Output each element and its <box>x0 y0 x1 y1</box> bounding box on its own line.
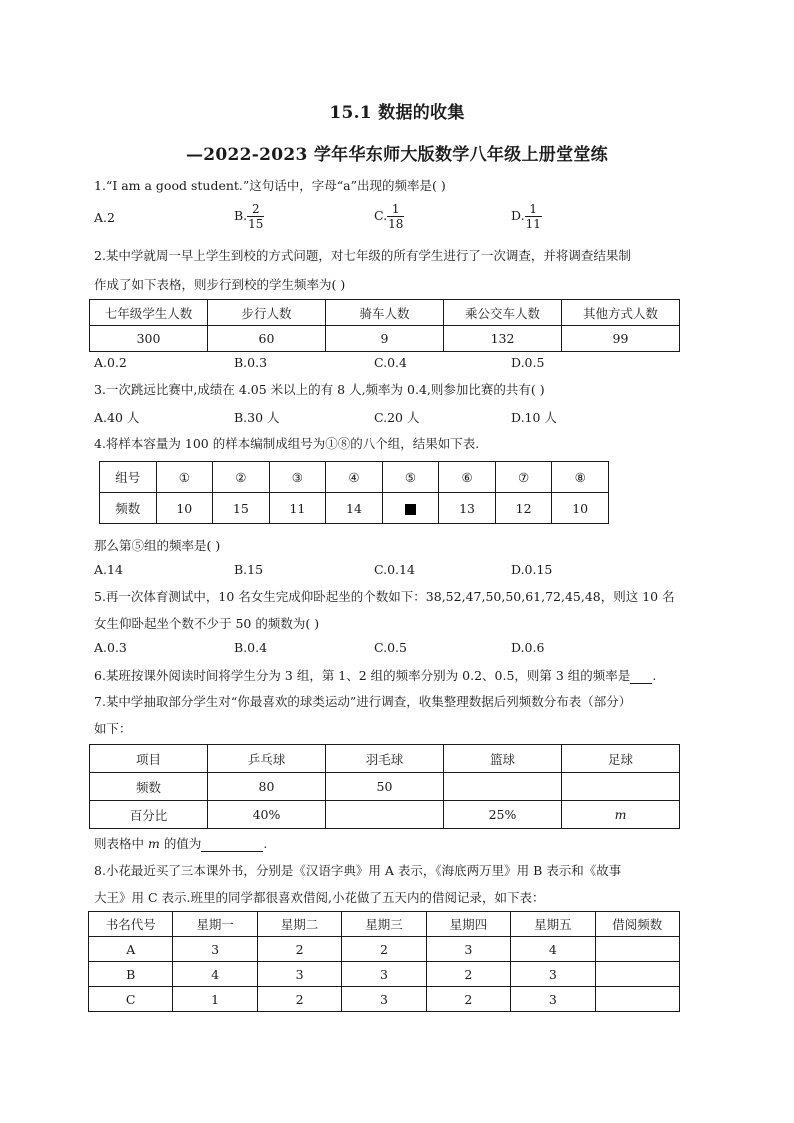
q2-header-cell: 步行人数 <box>208 300 326 326</box>
q2-value-cell: 132 <box>444 326 562 352</box>
q1-d-fraction: $\frac{1}{11}$ <box>525 202 541 231</box>
q8-cell: 3 <box>511 962 595 987</box>
q8-cell: 3 <box>426 937 510 962</box>
q4-text: 4.将样本容量为 100 的样本编制成组号为①⑧的八个组，结果如下表. <box>94 436 480 451</box>
q7-text-line-2: 如下： <box>94 721 132 736</box>
q8-cell: C <box>89 987 173 1012</box>
q8-cell: B <box>89 962 173 987</box>
q5-text-line-1: 5.再一次体育测试中，10 名女生完成仰卧起坐的个数如下：38,52,47,50,50,61,72,45,48，则这 10 名 <box>94 589 675 604</box>
q8-cell: 2 <box>426 962 510 987</box>
q8-table <box>88 911 680 1012</box>
q8-cell: 3 <box>257 962 341 987</box>
q8-cell: A <box>89 937 173 962</box>
q4-count-row <box>100 493 609 524</box>
q8-header-cell: 书名代号 <box>89 912 173 937</box>
q2-header-cell: 七年级学生人数 <box>90 300 208 326</box>
q8-cell: 1 <box>173 987 257 1012</box>
q6-text: 6.某班按课外阅读时间将学生分为 3 组，第 1、2 组的频率分别为 0.2、0.5，则第 3 组的频率是 . <box>94 668 657 683</box>
q2-text-line-1: 2.某中学就周一早上学生到校的方式问题，对七年级的所有学生进行了一次调查，并将调查结果制 <box>94 248 631 263</box>
q4-count-cell: 10 <box>156 493 213 524</box>
q2-header-cell: 骑车人数 <box>326 300 444 326</box>
q7-header-cell: 足球 <box>562 745 680 773</box>
q7-header-cell: 项目 <box>90 745 208 773</box>
q4-followup: 那么第⑤组的频率是( ) <box>94 538 221 553</box>
q8-text-line-2: 大王》用 C 表示.班里的同学都很喜欢借阅,小花做了五天内的借阅记录，如下表： <box>94 890 545 905</box>
q8-cell: 3 <box>511 987 595 1012</box>
q5-option-b: B.0.4 <box>234 640 268 655</box>
q4-count-cell: 12 <box>495 493 552 524</box>
q4-count-cell: 10 <box>552 493 609 524</box>
q7-cell: 50 <box>326 773 444 801</box>
q8-row-b <box>89 962 680 987</box>
q1-option-c: C. $\frac{1}{18}$ <box>374 202 404 231</box>
q8-cell: 3 <box>342 987 426 1012</box>
q7-frequency-row <box>90 773 680 801</box>
q7-cell: 频数 <box>90 773 208 801</box>
q7-cell <box>562 773 680 801</box>
q2-value-row <box>90 326 680 352</box>
q4-count-cell-hidden <box>382 493 439 524</box>
q4-group-cell: ① <box>156 462 213 493</box>
q3-option-c: C.20 人 <box>374 410 420 425</box>
q5-text-line-2: 女生仰卧起坐个数不少于 50 的频数为( ) <box>94 616 320 631</box>
q8-cell <box>595 962 679 987</box>
q7-cell: 80 <box>208 773 326 801</box>
q7-table <box>89 744 680 829</box>
q1-option-a: A.2 <box>94 210 115 225</box>
q7-cell: 25% <box>444 801 562 829</box>
q4-row-label: 组号 <box>100 462 157 493</box>
q8-cell: 3 <box>173 937 257 962</box>
q2-value-cell: 60 <box>208 326 326 352</box>
title-line-2: —2022-2023 学年华东师大版数学八年级上册堂堂练 <box>185 145 608 165</box>
q2-header-cell: 乘公交车人数 <box>444 300 562 326</box>
q8-header-cell: 借阅频数 <box>595 912 679 937</box>
q4-group-cell: ⑥ <box>439 462 496 493</box>
q4-row-label: 频数 <box>100 493 157 524</box>
q4-option-d: D.0.15 <box>511 562 553 577</box>
q8-cell: 2 <box>342 937 426 962</box>
q8-header-cell: 星期一 <box>173 912 257 937</box>
q3-option-a: A.40 人 <box>94 410 140 425</box>
q5-option-d: D.0.6 <box>511 640 545 655</box>
q7-header-cell: 乒乓球 <box>208 745 326 773</box>
q8-cell: 2 <box>257 937 341 962</box>
q8-cell: 4 <box>173 962 257 987</box>
q4-count-cell: 14 <box>326 493 383 524</box>
title-line-1: 15.1 数据的收集 <box>329 103 465 123</box>
q4-group-cell: ④ <box>326 462 383 493</box>
q8-cell: 2 <box>257 987 341 1012</box>
q8-header-cell: 星期四 <box>426 912 510 937</box>
q3-text: 3.一次跳远比赛中,成绩在 4.05 米以上的有 8 人,频率为 0.4,则参加比赛的共有( ) <box>94 382 545 397</box>
q8-cell: 3 <box>342 962 426 987</box>
q4-count-cell: 15 <box>213 493 270 524</box>
q2-header-cell: 其他方式人数 <box>562 300 680 326</box>
q8-text-line-1: 8.小花最近买了三本课外书，分别是《汉语字典》用 A 表示，《海底两万里》用 B 表示和《故事 <box>94 863 622 878</box>
q7-header-cell: 篮球 <box>444 745 562 773</box>
q7-answer-blank[interactable] <box>201 851 263 852</box>
q7-header-row <box>90 745 680 773</box>
q8-row-c <box>89 987 680 1012</box>
q8-row-a <box>89 937 680 962</box>
q8-cell: 2 <box>426 987 510 1012</box>
q8-cell: 4 <box>511 937 595 962</box>
q2-text-line-2: 作成了如下表格，则步行到校的学生频率为( ) <box>94 277 346 292</box>
q7-cell: 40% <box>208 801 326 829</box>
q2-option-a: A.0.2 <box>94 355 127 370</box>
q3-option-d: D.10 人 <box>511 410 557 425</box>
q1-b-fraction: $\frac{2}{15}$ <box>248 202 264 231</box>
q5-option-a: A.0.3 <box>94 640 127 655</box>
q4-option-c: C.0.14 <box>374 562 415 577</box>
q2-option-c: C.0.4 <box>374 355 407 370</box>
q1-c-fraction: $\frac{1}{18}$ <box>388 202 404 231</box>
q7-percent-row <box>90 801 680 829</box>
q8-cell <box>595 987 679 1012</box>
q6-answer-blank[interactable] <box>630 683 652 684</box>
q4-group-row <box>100 462 609 493</box>
q1-option-b: B. $\frac{2}{15}$ <box>234 202 264 231</box>
q4-count-cell: 13 <box>439 493 496 524</box>
q4-group-cell: ⑦ <box>495 462 552 493</box>
q5-option-c: C.0.5 <box>374 640 407 655</box>
q7-cell <box>326 801 444 829</box>
q4-group-cell: ② <box>213 462 270 493</box>
q4-count-cell: 11 <box>269 493 326 524</box>
q2-option-d: D.0.5 <box>511 355 545 370</box>
q7-header-cell: 羽毛球 <box>326 745 444 773</box>
q4-group-cell: ⑧ <box>552 462 609 493</box>
q7-cell-m: m <box>562 801 680 829</box>
q4-group-cell: ③ <box>269 462 326 493</box>
q7-cell: 百分比 <box>90 801 208 829</box>
q4-option-b: B.15 <box>234 562 264 577</box>
q8-header-row <box>89 912 680 937</box>
q2-value-cell: 99 <box>562 326 680 352</box>
q2-value-cell: 300 <box>90 326 208 352</box>
q2-option-b: B.0.3 <box>234 355 268 370</box>
q7-cell <box>444 773 562 801</box>
q4-table <box>99 461 609 524</box>
q3-option-b: B.30 人 <box>234 410 280 425</box>
q8-header-cell: 星期五 <box>511 912 595 937</box>
q7-answer-line: 则表格中 m 的值为 . <box>94 836 268 851</box>
q8-cell <box>595 937 679 962</box>
q2-value-cell: 9 <box>326 326 444 352</box>
q1-text: 1.“I am a good student.”这句话中，字母“a”出现的频率是( ) <box>94 178 446 193</box>
q8-header-cell: 星期三 <box>342 912 426 937</box>
q2-header-row <box>90 300 680 326</box>
q1-option-d: D. $\frac{1}{11}$ <box>511 202 541 231</box>
q2-table <box>89 299 680 352</box>
q4-option-a: A.14 <box>94 562 123 577</box>
q8-header-cell: 星期二 <box>257 912 341 937</box>
black-square-icon <box>405 504 416 515</box>
q4-group-cell: ⑤ <box>382 462 439 493</box>
q7-text-line-1: 7.某中学抽取部分学生对“你最喜欢的球类运动”进行调查，收集整理数据后列频数分布表（部分） <box>94 694 632 709</box>
